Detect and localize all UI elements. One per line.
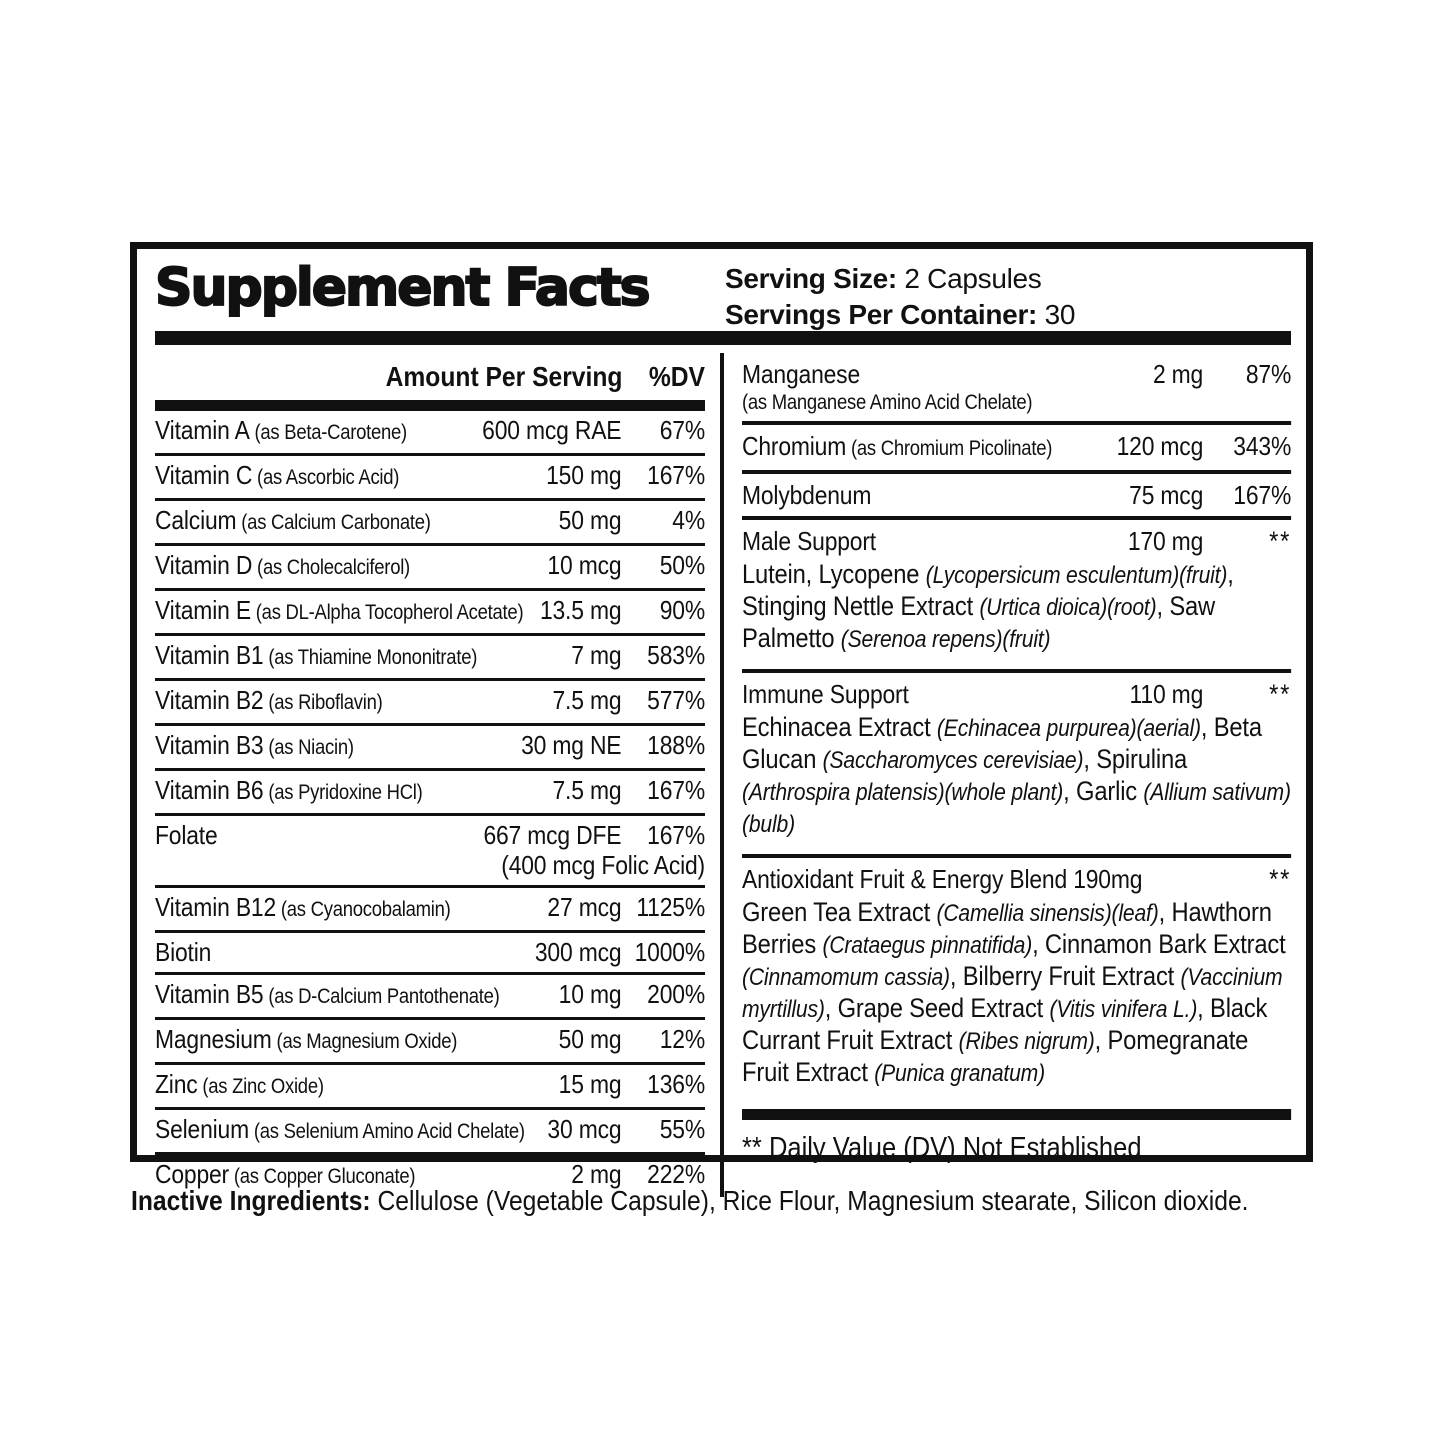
nutrient-dv: 167% <box>1233 480 1292 510</box>
nutrient-form: (as Manganese Amino Acid Chelate) <box>742 391 1033 414</box>
botanical-name: (Crataegus pinnatifida) <box>822 932 1033 959</box>
ingredient-text: , Beta Glucan <box>742 712 1262 774</box>
nutrient-name: Immune Support <box>742 679 909 709</box>
dv-header: %DV <box>648 361 705 392</box>
nutrient-dv: 167% <box>647 775 705 805</box>
botanical-name: (Punica granatum) <box>874 1060 1045 1087</box>
nutrient-dv: 343% <box>1233 431 1292 461</box>
ingredient-text: , Saw Palmetto <box>742 591 1216 653</box>
nutrient-dv: ** <box>1269 679 1292 709</box>
servings-per-container-label: Servings Per Container: <box>725 299 1038 330</box>
ingredient-text: , Black Currant Fruit Extract <box>742 993 1268 1055</box>
blend-ingredients <box>742 559 1291 655</box>
ingredient-text: , Cinnamon Bark Extract <box>1032 929 1286 959</box>
inactive-ingredients-label: Inactive Ingredients: <box>131 1185 371 1216</box>
nutrient-name: Male Support <box>742 526 876 556</box>
nutrient-form: (as Pyridoxine HCl) <box>263 781 423 804</box>
nutrient-amount: 30 mcg <box>547 1114 622 1144</box>
right-rows <box>742 353 1291 1103</box>
botanical-name: (Arthrospira platensis)(whole plant) <box>742 779 1064 806</box>
nutrient-form: (as Niacin) <box>263 736 354 759</box>
nutrient-dv: 167% <box>647 820 705 850</box>
nutrient-dv: ** <box>1269 526 1292 556</box>
nutrient-dv: 67% <box>659 415 705 445</box>
table-row <box>155 456 705 501</box>
nutrient-dv: 222% <box>647 1159 705 1189</box>
table-row <box>155 411 705 456</box>
nutrient-dv: 55% <box>659 1114 705 1144</box>
panel-title: Supplement Facts <box>155 258 649 318</box>
left-rows <box>155 411 705 1197</box>
table-row <box>155 591 705 636</box>
table-row <box>155 888 705 933</box>
table-row <box>155 933 705 975</box>
nutrient-name: Vitamin A (as Beta-Carotene) <box>155 415 407 445</box>
botanical-name: (Cinnamomum cassia) <box>742 964 950 991</box>
nutrient-amount: 30 mg NE <box>521 730 622 760</box>
serving-size-line <box>725 261 1291 297</box>
column-divider <box>720 353 724 1197</box>
ingredient-text: , Stinging Nettle Extract <box>742 559 1234 621</box>
nutrient-amount: 75 mcg <box>1129 480 1204 510</box>
ingredient-text: , Bilberry Fruit Extract <box>949 961 1181 991</box>
serving-info <box>725 249 1291 333</box>
nutrient-amount: 7 mg <box>571 640 622 670</box>
nutrient-name: Chromium (as Chromium Picolinate) <box>742 431 1053 461</box>
blend-row <box>742 673 1291 858</box>
ingredient-text: , Pomegranate Fruit Extract <box>742 1025 1249 1087</box>
left-column <box>155 353 705 1197</box>
ingredient-text: Lutein, Lycopene <box>742 559 926 589</box>
nutrient-dv: 4% <box>672 505 705 535</box>
nutrient-amount: 10 mg <box>558 979 622 1009</box>
blend-ingredients <box>742 897 1291 1089</box>
nutrient-form: (as Zinc Oxide) <box>197 1075 324 1098</box>
botanical-name: (Ribes nigrum) <box>958 1028 1095 1055</box>
nutrient-name: Biotin <box>155 937 212 967</box>
nutrient-dv: 167% <box>647 460 705 490</box>
nutrient-name: Folate <box>155 820 218 850</box>
table-row <box>155 816 705 888</box>
nutrient-amount: 300 mcg <box>534 937 622 967</box>
nutrient-form: (as Riboflavin) <box>263 691 383 714</box>
nutrient-name: Vitamin B6 (as Pyridoxine HCl) <box>155 775 423 805</box>
nutrient-amount: 50 mg <box>558 505 622 535</box>
table-row <box>155 636 705 681</box>
nutrient-dv: 577% <box>647 685 705 715</box>
facts-panel <box>130 242 1313 1189</box>
nutrient-amount: 600 mcg RAE <box>482 415 622 445</box>
botanical-name: (Echinacea purpurea)(aerial) <box>936 715 1201 742</box>
botanical-name: (Serenoa repens)(fruit) <box>840 626 1051 653</box>
nutrient-amount: 7.5 mg <box>552 775 622 805</box>
table-row <box>155 546 705 591</box>
nutrient-name: Vitamin B5 (as D-Calcium Pantothenate) <box>155 979 500 1009</box>
left-column-header <box>155 353 705 400</box>
nutrient-amount: 170 mg <box>1127 526 1204 556</box>
nutrient-dv: 1000% <box>634 937 705 967</box>
table-row <box>742 353 1291 425</box>
nutrient-form: (as Calcium Carbonate) <box>236 511 431 534</box>
nutrient-name: Molybdenum <box>742 480 872 510</box>
nutrient-form: (as Magnesium Oxide) <box>271 1030 458 1053</box>
botanical-name: (Camellia sinensis)(leaf) <box>936 900 1159 927</box>
nutrient-dv: 50% <box>659 550 705 580</box>
table-row <box>155 771 705 816</box>
blend-ingredients <box>742 712 1291 840</box>
nutrient-amount: 15 mg <box>558 1069 622 1099</box>
nutrient-name: Manganese <box>742 359 860 389</box>
servings-per-container-value: 30 <box>1037 299 1076 330</box>
botanical-name: (Lycopersicum esculentum)(fruit) <box>925 562 1228 589</box>
left-column-content <box>155 353 705 1197</box>
nutrient-amount: 150 mg <box>546 460 622 490</box>
nutrient-amount: 2 mg <box>571 1159 622 1189</box>
nutrient-name: Magnesium (as Magnesium Oxide) <box>155 1024 458 1054</box>
botanical-name: (Vaccinium myrtillus) <box>742 964 1283 1023</box>
nutrient-amount: 27 mcg <box>547 892 622 922</box>
nutrient-form: (as Cyanocobalamin) <box>276 898 451 921</box>
nutrient-form: (as Cholecalciferol) <box>252 556 410 579</box>
nutrient-form: (as Copper Gluconate) <box>228 1165 416 1188</box>
nutrient-name: Vitamin B12 (as Cyanocobalamin) <box>155 892 451 922</box>
nutrient-dv: ** <box>1269 864 1292 894</box>
nutrient-name: Vitamin D (as Cholecalciferol) <box>155 550 410 580</box>
inactive-ingredients-section <box>131 1184 1310 1218</box>
nutrient-dv: 136% <box>647 1069 705 1099</box>
nutrient-amount: 13.5 mg <box>539 595 622 625</box>
nutrient-amount: 7.5 mg <box>552 685 622 715</box>
header-divider-bar <box>155 331 1291 345</box>
nutrient-dv: 1125% <box>636 892 705 922</box>
facts-columns <box>155 353 1291 1197</box>
serving-size-label: Serving Size: <box>725 263 897 294</box>
nutrient-amount: 10 mcg <box>547 550 622 580</box>
nutrient-amount: 50 mg <box>558 1024 622 1054</box>
nutrient-form: (as DL-Alpha Tocopherol Acetate) <box>250 601 524 624</box>
nutrient-dv: 12% <box>659 1024 705 1054</box>
nutrient-amount: 667 mcg DFE <box>483 820 622 850</box>
nutrient-name: Zinc (as Zinc Oxide) <box>155 1069 324 1099</box>
inactive-ingredients-text: Cellulose (Vegetable Capsule), Rice Flour, Magnesium stearate, Silicon dioxide. <box>370 1185 1249 1216</box>
nutrient-name: Antioxidant Fruit & Energy Blend 190mg <box>742 864 1143 894</box>
botanical-name: (Allium sativum)(bulb) <box>742 779 1291 838</box>
ingredient-text: , Spirulina <box>1083 744 1188 774</box>
nutrient-amount: 120 mcg <box>1116 431 1204 461</box>
nutrient-form: (as Chromium Picolinate) <box>846 437 1053 460</box>
table-row <box>155 1110 705 1155</box>
nutrient-form: (as Ascorbic Acid) <box>252 466 400 489</box>
nutrient-name: Calcium (as Calcium Carbonate) <box>155 505 431 535</box>
table-row <box>742 425 1291 474</box>
ingredient-text: , Hawthorn Berries <box>742 897 1272 959</box>
nutrient-amount-note: (400 mcg Folic Acid) <box>501 850 705 880</box>
table-row <box>742 474 1291 520</box>
nutrient-name: Vitamin B1 (as Thiamine Mononitrate) <box>155 640 478 670</box>
ingredient-text: , Grape Seed Extract <box>824 993 1050 1023</box>
nutrient-form: (as Beta-Carotene) <box>249 421 407 444</box>
nutrient-name: Vitamin C (as Ascorbic Acid) <box>155 460 400 490</box>
ingredient-text: Echinacea Extract <box>742 712 937 742</box>
footnote-divider-bar <box>742 1109 1291 1120</box>
nutrient-name: Vitamin B2 (as Riboflavin) <box>155 685 383 715</box>
nutrient-form: (as D-Calcium Pantothenate) <box>263 985 500 1008</box>
left-header-bar <box>155 400 705 411</box>
panel-header <box>155 249 1291 331</box>
table-row <box>155 726 705 771</box>
table-row <box>155 681 705 726</box>
blend-row <box>742 858 1291 1103</box>
nutrient-dv: 90% <box>659 595 705 625</box>
nutrient-dv: 188% <box>647 730 705 760</box>
nutrient-name: Copper (as Copper Gluconate) <box>155 1159 416 1189</box>
table-row <box>155 1020 705 1065</box>
amount-per-serving-header: Amount Per Serving <box>385 361 623 392</box>
nutrient-amount: 2 mg <box>1152 359 1204 389</box>
nutrient-name: Vitamin E (as DL-Alpha Tocopherol Acetate) <box>155 595 524 625</box>
table-row <box>155 1065 705 1110</box>
nutrient-form: (as Thiamine Mononitrate) <box>263 646 478 669</box>
ingredient-text: Green Tea Extract <box>742 897 937 927</box>
nutrient-dv: 583% <box>647 640 705 670</box>
right-column-content <box>742 353 1291 1165</box>
blend-row <box>742 520 1291 673</box>
ingredient-text: , Garlic <box>1063 776 1144 806</box>
nutrient-name: Selenium (as Selenium Amino Acid Chelate) <box>155 1114 525 1144</box>
nutrient-name: Vitamin B3 (as Niacin) <box>155 730 354 760</box>
nutrient-amount: 110 mg <box>1129 679 1204 709</box>
inactive-ingredients <box>131 1184 1310 1218</box>
servings-per-container-line <box>725 297 1291 333</box>
nutrient-dv: 87% <box>1245 359 1292 389</box>
nutrient-dv: 200% <box>647 979 705 1009</box>
right-column <box>742 353 1291 1197</box>
botanical-name: (Saccharomyces cerevisiae) <box>822 747 1084 774</box>
botanical-name: (Urtica dioica)(root) <box>979 594 1157 621</box>
serving-size-value: 2 Capsules <box>896 263 1042 294</box>
table-row <box>155 501 705 546</box>
botanical-name: (Vitis vinifera L.) <box>1049 996 1198 1023</box>
dv-footnote: ** Daily Value (DV) Not Established <box>742 1132 1142 1164</box>
nutrient-form: (as Selenium Amino Acid Chelate) <box>248 1120 525 1143</box>
table-row <box>155 975 705 1020</box>
